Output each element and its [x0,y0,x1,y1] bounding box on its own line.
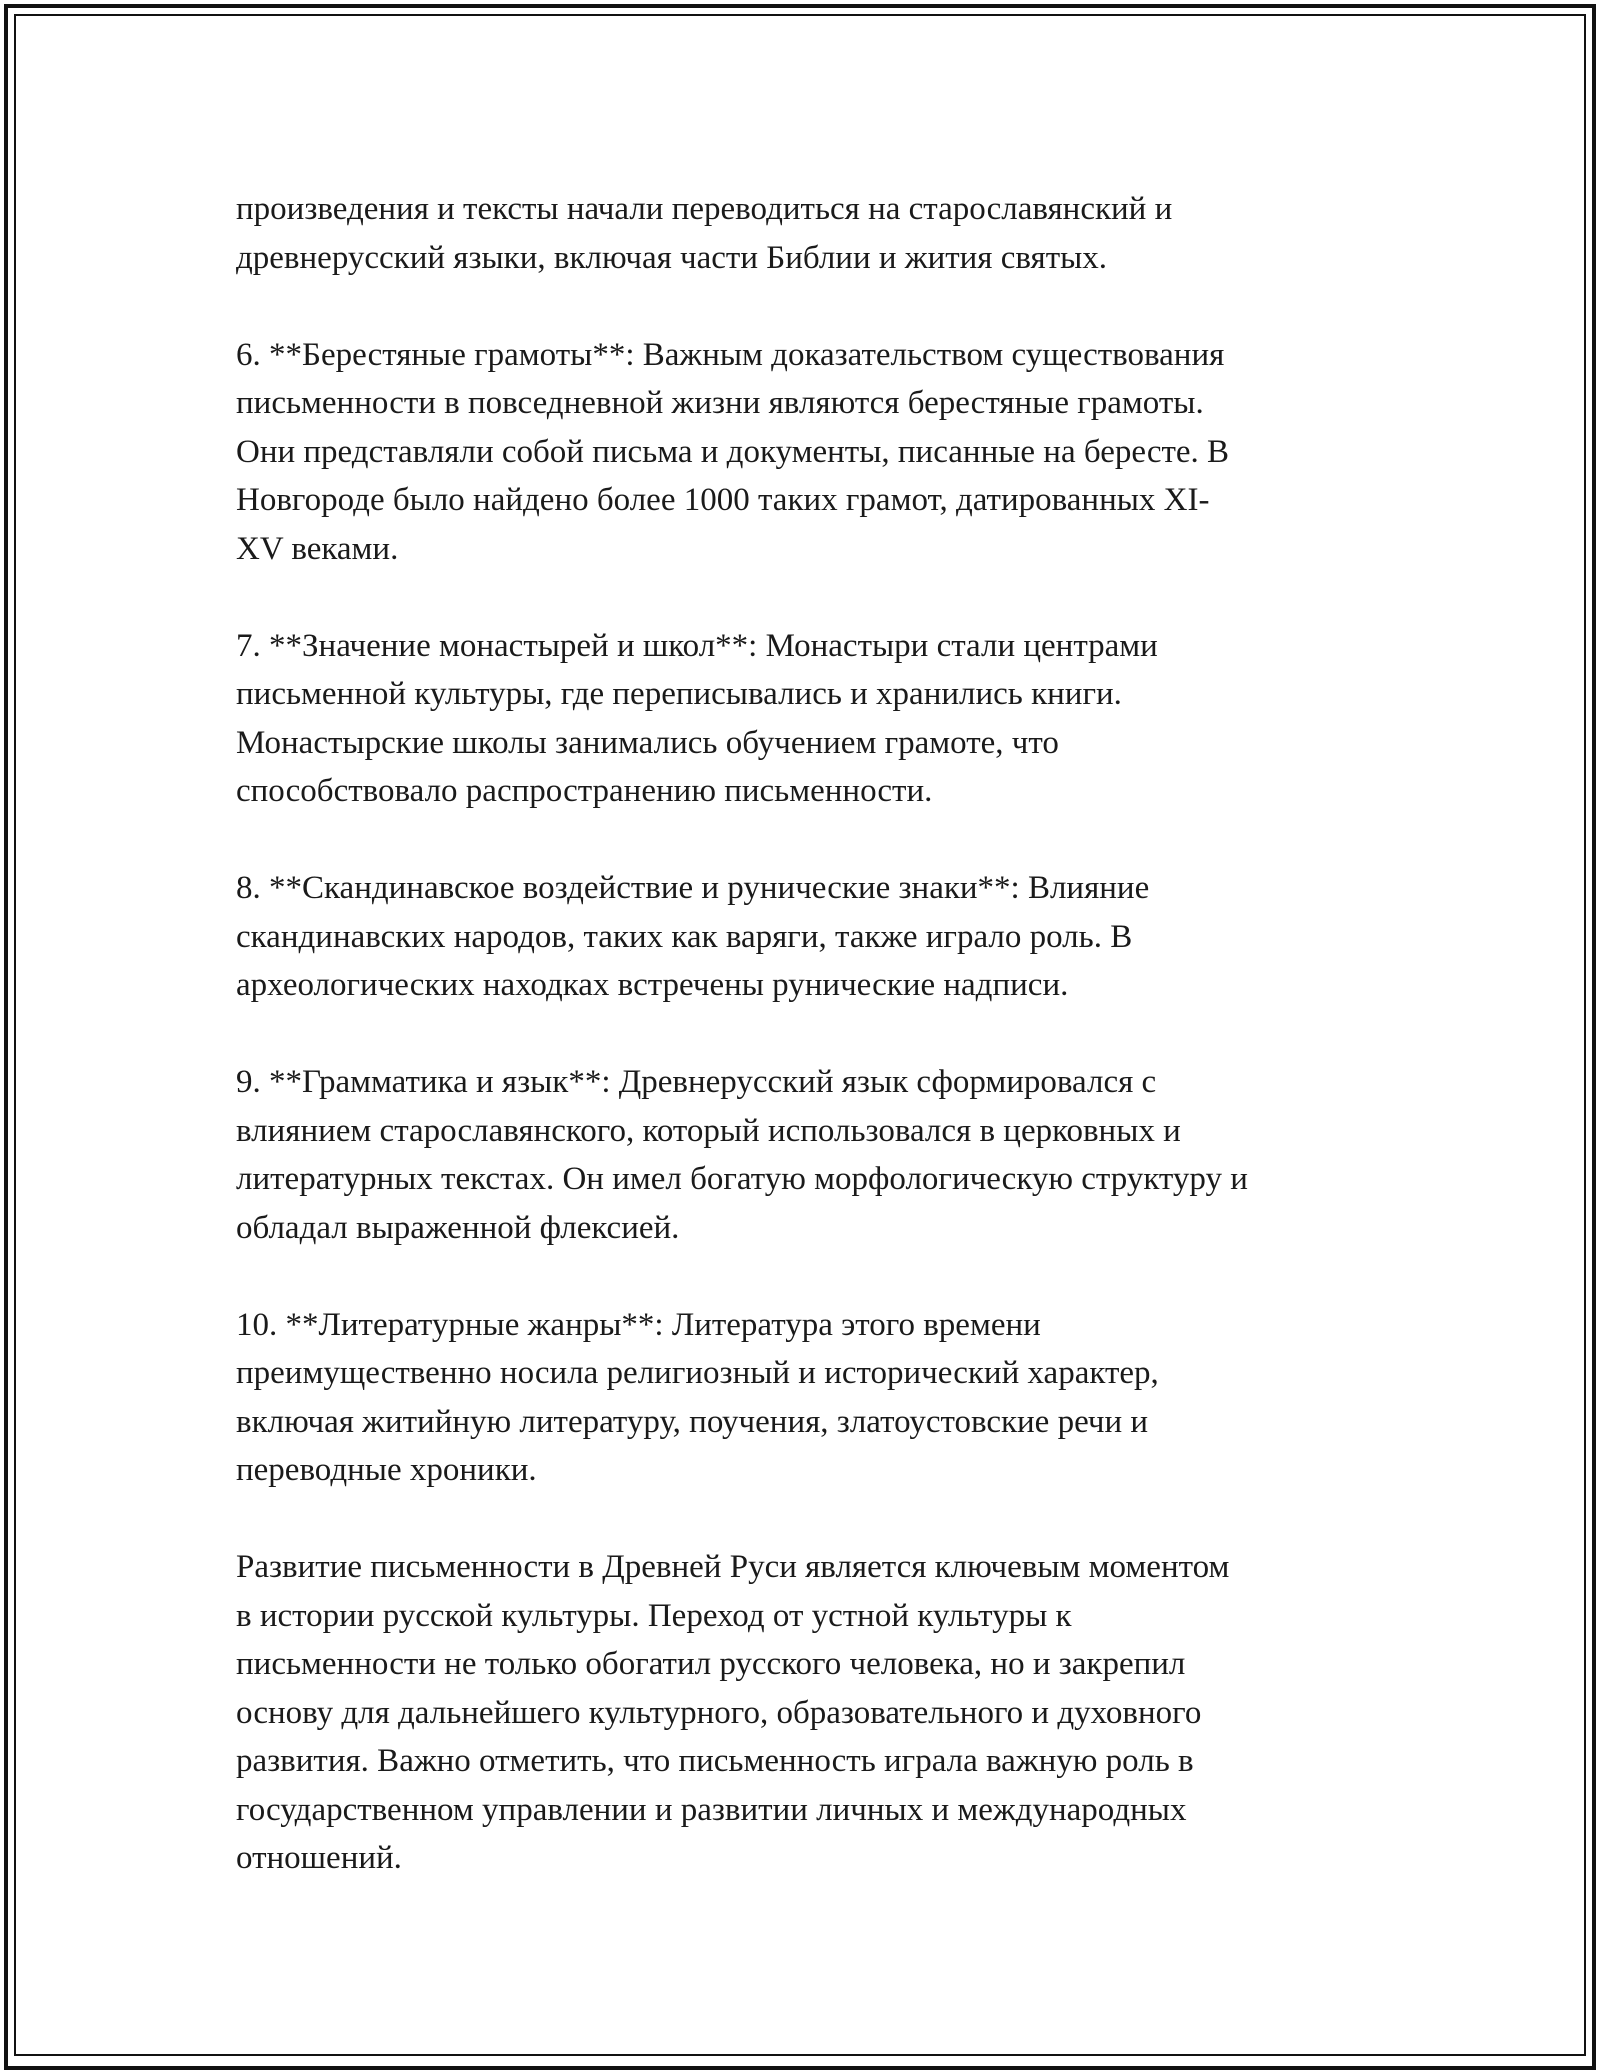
text-line: письменной культуры, где переписывались и хранились книги. [236,676,1122,712]
text-line: переводные хроники. [236,1452,537,1488]
text-line: древнерусский языки, включая части Библии и жития святых. [236,239,1108,276]
text-line: в истории русской культуры. Переход от устной культуры к [236,1597,1072,1634]
text-line: Новгороде было найдено более 1000 таких грамот, датированных XI- [236,482,1210,518]
text-line: 8. **Скандинавское воздействие и рунические знаки**: Влияние [236,870,1150,906]
text-line: развития. Важно отметить, что письменность играла важную роль в [236,1743,1194,1779]
text-line: XV веками. [236,530,399,567]
text-line: способствовало распространению письменности. [236,773,933,809]
text-line: произведения и тексты начали переводиться на старославянский и [236,191,1173,227]
list-item-7 [236,622,1386,816]
text-line: 9. **Грамматика и язык**: Древнерусский язык сформировался с [236,1064,1157,1100]
list-item-6 [236,331,1386,574]
paragraph-continuation [236,185,1386,282]
document-body [236,185,1386,1931]
text-line: письменности в повседневной жизни являются берестяные грамоты. [236,385,1204,421]
text-line: 7. **Значение монастырей и школ**: Монастыри стали центрами [236,627,1158,664]
text-line: Монастырские школы занимались обучением грамоте, что [236,724,1059,761]
text-line: обладал выраженной флексией. [236,1209,680,1246]
text-line: влиянием старославянского, который использовался в церковных и [236,1112,1181,1149]
text-line: отношений. [236,1840,402,1876]
text-line: основу для дальнейшего культурного, образовательного и духовного [236,1694,1202,1731]
text-line: 10. **Литературные жанры**: Литература этого времени [236,1306,1041,1343]
text-line: преимущественно носила религиозный и исторический характер, [236,1355,1159,1391]
text-line: письменности не только обогатил русского человека, но и закрепил [236,1646,1186,1682]
text-line: археологических находках встречены рунические надписи. [236,967,1069,1003]
list-item-10 [236,1301,1386,1495]
list-item-9 [236,1058,1386,1252]
text-line: государственном управлении и развитии личных и международных [236,1791,1187,1828]
text-line: скандинавских народов, таких как варяги, также играло роль. В [236,918,1133,955]
text-line: литературных текстах. Он имел богатую морфологическую структуру и [236,1161,1248,1197]
text-line: Они представляли собой письма и документы, писанные на бересте. В [236,433,1230,470]
text-line: Развитие письменности в Древней Руси является ключевым моментом [236,1549,1230,1585]
list-item-8 [236,864,1386,1010]
text-line: 6. **Берестяные грамоты**: Важным доказательством существования [236,336,1225,373]
conclusion-paragraph [236,1543,1386,1883]
text-line: включая житийную литературу, поучения, златоустовские речи и [236,1403,1149,1440]
